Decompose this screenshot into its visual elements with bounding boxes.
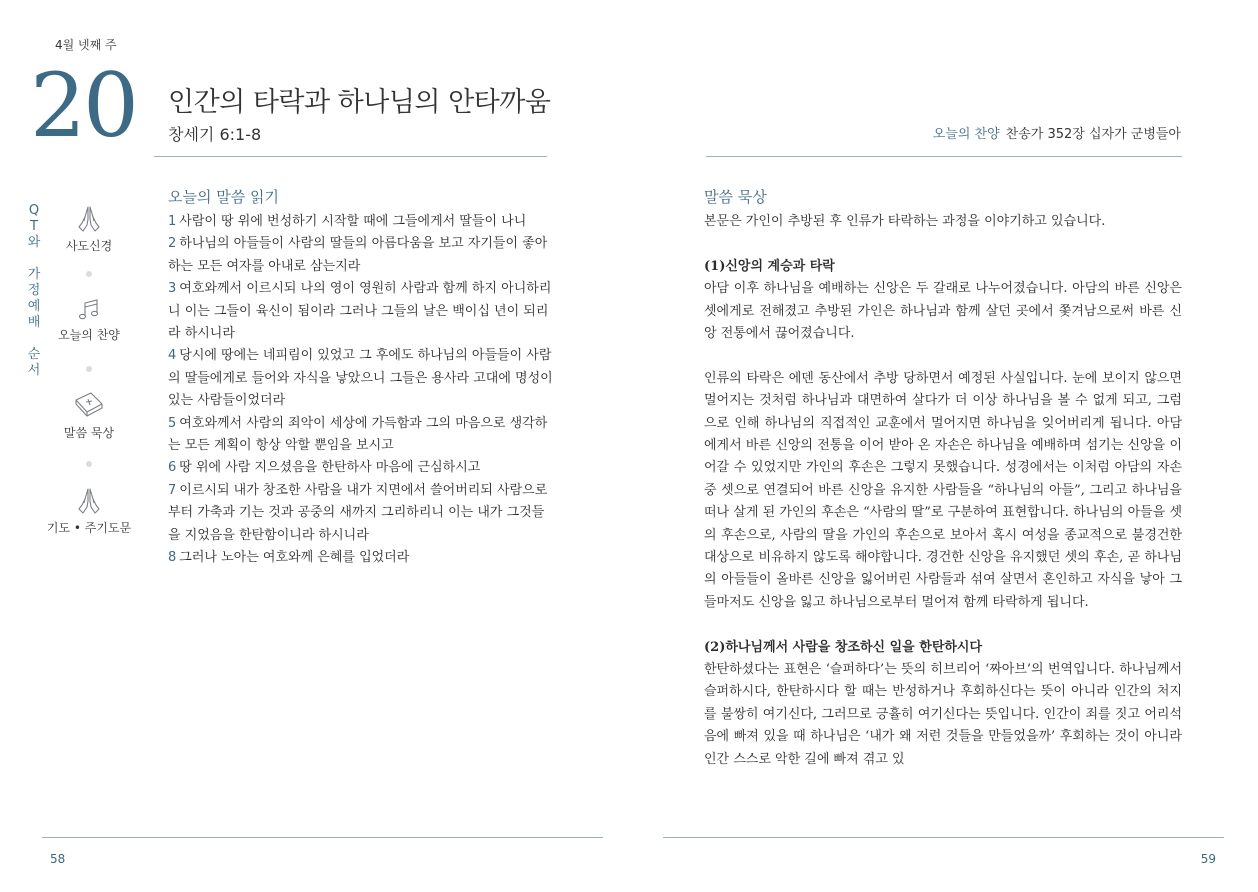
page-number-left: 58 [50, 852, 66, 866]
sidebar-item-label: 오늘의 찬양 [58, 328, 120, 342]
sidebar-item-todays-hymn[interactable] [44, 298, 134, 343]
paragraph: 아담 이후 하나님을 예배하는 신앙은 두 갈래로 나누어졌습니다. 아담의 바른 신앙은 셋에게로 전해졌고 추방된 가인은 하나님과 함께 살던 곳에서 쫓겨남으로써 바른 신앙 전통에서 끊어졌습니다. [704, 281, 1182, 342]
verse-text: 이르시되 내가 창조한 사람을 내가 지면에서 쓸어버리되 사람으로부터 가축과 기는 것과 공중의 새까지 그리하리니 이는 내가 그것들을 지었음을 한탄함이니라 하시니라 [168, 482, 548, 543]
page-number-right: 59 [1200, 852, 1216, 866]
bible-icon [73, 390, 105, 420]
vertical-section-label: Q T 와 가 정 예 배 순 서 [27, 203, 41, 378]
verse-number: 7 [168, 482, 177, 498]
scripture-verses [168, 211, 553, 570]
verse-text: 사람이 땅 위에 번성하기 시작할 때에 그들에게서 딸들이 나니 [179, 214, 527, 229]
praying-hands-icon [74, 205, 104, 233]
praying-hands-icon [74, 487, 104, 515]
page-title: 인간의 타락과 하나님의 안타까움 [168, 87, 551, 118]
paragraph: 한탄하셨다는 표현은 ‘슬퍼하다’는 뜻의 히브리어 ‘짜아브’의 번역입니다. 하나님께서 슬퍼하시다, 한탄하시다 할 때는 반성하거나 후회하신다는 뜻이 아니라 인간의 처지를 불쌍히 여기신다, 그러므로 긍휼히 여기신다는 뜻입니다. 인간이 죄를 짓고 어리석음에 빠져 있을 때 하나님은 ‘내가 왜 저런 것들을 만들었을까’ 후회하는 것이 아니라 인간 스스로 악한 길에 빠져 겪고 있 [704, 662, 1182, 767]
section-heading: (2)하나님께서 사람을 창조하신 일을 한탄하시다 [704, 639, 983, 655]
verse-number: 1 [168, 214, 177, 229]
meditation-section-title: 말씀 묵상 [704, 188, 767, 206]
verse-text: 그러나 노아는 여호와께 은혜를 입었더라 [179, 550, 410, 566]
paragraph: 인류의 타락은 에덴 동산에서 추방 당하면서 예정된 사실입니다. 눈에 보이지 않으면 멀어지는 것처럼 하나님과 대면하여 살다가 더 이상 하나님을 볼 수 없게 되고, 그럼으로 인해 하나님의 직접적인 교훈에서 멀어지면 하나님을 잊어버리게 됩니다. 아담에게서 바른 신앙의 전통을 이어 받아 온 자손은 하나님을 예배하며 섬기는 신앙을 이어갈 수 있었지만 가인의 후손은 그렇지 못했습니다. 성경에서는 이처럼 아담의 자손 중 셋으로 연결되어 바른 신앙을 유지한 사람들을 “하나님의 아들”, 그리고 하나님을 떠나 살게 된 가인의 후손은 “사람의 딸”로 구분하여 표현합니다. 하나님의 아들을 셋의 후손으로, 사람의 딸을 가인의 후손으로 보아서 혹시 여성을 종교적으로 불경건한 대상으로 비유하지 않도록 해야합니다. 경건한 신앙을 유지했던 셋의 후손, 곧 하나님의 아들들이 올바른 신앙을 잃어버린 사람들과 섞여 살면서 혼인하고 자식을 낳아 그들마저도 신앙을 잃고 하나님으로부터 멀어져 함께 타락하게 됩니다. [704, 370, 1182, 610]
day-number: 20 [30, 54, 136, 157]
verse-number: 3 [168, 281, 177, 297]
verse-text: 땅 위에 사람 지으셨음을 한탄하사 마음에 근심하시고 [179, 460, 481, 476]
verse-text: 여호와께서 사람의 죄악이 세상에 가득함과 그의 마음으로 생각하는 모든 계획이 항상 악할 뿐임을 보시고 [168, 415, 548, 454]
week-label: 4월 넷째 주 [55, 38, 117, 52]
verse [168, 233, 553, 278]
header-divider-right [706, 156, 1182, 157]
verse [168, 345, 553, 412]
sidebar-divider-dot [86, 461, 92, 467]
hymn-value: 찬송가 352장 십자가 군병들아 [1005, 127, 1181, 142]
music-note-icon [76, 298, 102, 322]
sidebar-divider-dot [86, 271, 92, 277]
sidebar-item-label: 기도 • 주기도문 [46, 521, 132, 535]
sidebar-item-apostles-creed[interactable] [44, 205, 134, 254]
verse-number: 5 [168, 415, 177, 431]
footer-divider-left [42, 837, 603, 838]
sidebar-item-meditation[interactable] [44, 390, 134, 441]
verse [168, 480, 553, 547]
verse [168, 211, 553, 233]
footer-divider-right [663, 837, 1224, 838]
verse-number: 2 [168, 236, 177, 252]
sidebar-divider-dot [86, 366, 92, 372]
verse-text: 여호와께서 이르시되 나의 영이 영원히 사람과 함께 하지 아니하리니 이는 그들이 육신이 됨이라 그러나 그들의 날은 백이십 년이 되리라 하시니라 [168, 281, 552, 342]
meditation-body [704, 211, 1182, 771]
section-heading: (1)신앙의 계승과 타락 [704, 258, 835, 274]
meditation-intro: 본문은 가인이 추방된 후 인류가 타락하는 과정을 이야기하고 있습니다. [704, 214, 1106, 229]
verse [168, 457, 553, 479]
sidebar-item-label: 사도신경 [65, 239, 113, 253]
verse-number: 6 [168, 460, 177, 476]
sidebar-item-label: 말씀 묵상 [63, 426, 115, 440]
hymn-label: 오늘의 찬양 [932, 127, 1000, 142]
verse [168, 413, 553, 458]
verse-text: 당시에 땅에는 네피림이 있었고 그 후에도 하나님의 아들들이 사람의 딸들에게로 들어와 자식을 낳았으니 그들은 용사라 고대에 명성이 있는 사람들이었더라 [168, 348, 553, 409]
sidebar-item-prayer[interactable] [44, 487, 134, 536]
reading-section-title: 오늘의 말씀 읽기 [168, 188, 279, 206]
verse-text: 하나님의 아들들이 사람의 딸들의 아름다움을 보고 자기들이 좋아하는 모든 여자를 아내로 삼는지라 [168, 236, 548, 274]
verse-number: 8 [168, 550, 177, 566]
header-divider-left [154, 156, 547, 157]
verse [168, 278, 553, 345]
hymn-info [933, 123, 1181, 142]
verse-number: 4 [168, 348, 177, 364]
scripture-reference: 창세기 6:1-8 [168, 125, 262, 144]
verse [168, 547, 553, 569]
